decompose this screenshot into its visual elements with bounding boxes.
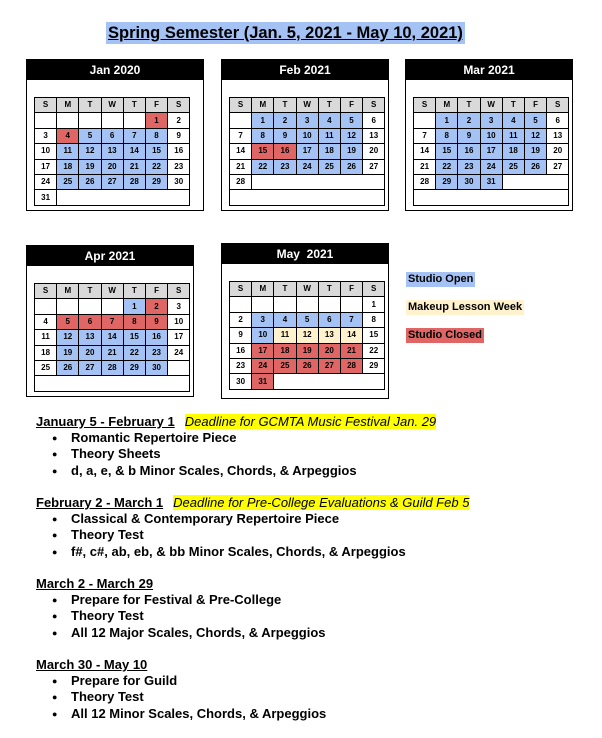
calendar-day bbox=[230, 113, 252, 128]
section-heading bbox=[36, 656, 147, 673]
calendar-empty-span bbox=[57, 190, 190, 205]
calendar-day: 7 bbox=[230, 128, 252, 143]
weekday-header: T bbox=[79, 98, 101, 113]
calendar-day bbox=[296, 297, 318, 312]
calendar-day: 11 bbox=[318, 128, 340, 143]
calendar-day bbox=[230, 297, 252, 312]
calendar-day: 6 bbox=[101, 128, 123, 143]
calendar-day: 29 bbox=[123, 360, 145, 375]
calendar-day bbox=[35, 113, 57, 128]
calendar-day: 12 bbox=[79, 144, 101, 159]
calendar-day bbox=[57, 299, 79, 314]
calendar-day: 7 bbox=[414, 128, 436, 143]
calendar-day: 10 bbox=[35, 144, 57, 159]
calendar-day: 13 bbox=[101, 144, 123, 159]
calendar-grid bbox=[413, 97, 569, 206]
section-item-list bbox=[52, 592, 326, 641]
calendar-day: 23 bbox=[274, 159, 296, 174]
weekday-header: W bbox=[480, 98, 502, 113]
weekday-header: T bbox=[123, 284, 145, 299]
calendar-day: 11 bbox=[502, 128, 524, 143]
calendar-day: 20 bbox=[547, 144, 569, 159]
calendar-day: 5 bbox=[524, 113, 546, 128]
list-item: ● Theory Sheets bbox=[52, 446, 357, 462]
section-heading bbox=[36, 494, 469, 511]
calendar-day: 14 bbox=[340, 328, 362, 343]
calendar-day: 27 bbox=[318, 358, 340, 373]
weekday-header: F bbox=[340, 98, 362, 113]
list-item: ● All 12 Major Scales, Chords, & Arpeggios bbox=[52, 625, 326, 641]
calendar-2 bbox=[405, 59, 573, 211]
list-item: ● d, a, e, & b Minor Scales, Chords, & Arpeggios bbox=[52, 463, 357, 479]
calendar-day: 26 bbox=[79, 174, 101, 189]
calendar-empty-span bbox=[414, 190, 569, 205]
calendar-day: 11 bbox=[57, 144, 79, 159]
calendar-day: 26 bbox=[296, 358, 318, 373]
calendar-day: 6 bbox=[547, 113, 569, 128]
section-date-range: February 2 - March 1 bbox=[36, 495, 164, 510]
calendar-day: 20 bbox=[101, 159, 123, 174]
calendar-day: 7 bbox=[340, 312, 362, 327]
calendar-day: 17 bbox=[252, 343, 274, 358]
weekday-header: S bbox=[547, 98, 569, 113]
calendar-day bbox=[274, 297, 296, 312]
calendar-day: 15 bbox=[145, 144, 167, 159]
calendar-day: 12 bbox=[57, 330, 79, 345]
calendar-day bbox=[123, 113, 145, 128]
calendar-empty-span bbox=[35, 376, 190, 391]
calendar-day: 15 bbox=[123, 330, 145, 345]
calendar-day: 9 bbox=[230, 328, 252, 343]
calendar-day: 21 bbox=[230, 159, 252, 174]
legend-item: Studio Closed bbox=[408, 329, 482, 341]
list-item: ● Theory Test bbox=[52, 527, 406, 543]
calendar-day: 28 bbox=[340, 358, 362, 373]
calendar-day: 14 bbox=[230, 144, 252, 159]
calendar-day: 15 bbox=[252, 144, 274, 159]
calendar-day: 3 bbox=[296, 113, 318, 128]
calendar-day: 21 bbox=[340, 343, 362, 358]
calendar-day: 21 bbox=[414, 159, 436, 174]
section-heading bbox=[36, 413, 436, 430]
calendar-day: 8 bbox=[123, 314, 145, 329]
section-date-range: March 30 - May 10 bbox=[36, 657, 148, 672]
calendar-day: 12 bbox=[524, 128, 546, 143]
weekday-header: F bbox=[145, 98, 167, 113]
calendar-day bbox=[252, 297, 274, 312]
calendar-day: 19 bbox=[524, 144, 546, 159]
list-item: ● Theory Test bbox=[52, 608, 326, 624]
legend-item: Studio Open bbox=[408, 273, 474, 285]
weekday-header: S bbox=[414, 98, 436, 113]
calendar-day: 29 bbox=[145, 174, 167, 189]
page-title: Spring Semester (Jan. 5, 2021 - May 10, 2021) bbox=[108, 24, 463, 42]
calendar-day bbox=[79, 113, 101, 128]
calendar-day: 17 bbox=[480, 144, 502, 159]
list-item: ● Theory Test bbox=[52, 689, 326, 705]
calendar-day: 16 bbox=[458, 144, 480, 159]
weekday-header: S bbox=[168, 284, 190, 299]
calendar-day: 4 bbox=[318, 113, 340, 128]
calendar-day: 29 bbox=[436, 174, 458, 189]
calendar-day: 16 bbox=[145, 330, 167, 345]
calendar-day: 9 bbox=[458, 128, 480, 143]
calendar-day: 25 bbox=[35, 360, 57, 375]
calendar-day: 24 bbox=[168, 345, 190, 360]
calendar-month-title: Mar 2021 bbox=[406, 60, 572, 80]
calendar-day bbox=[318, 297, 340, 312]
calendar-day: 2 bbox=[458, 113, 480, 128]
list-item: ● All 12 Minor Scales, Chords, & Arpeggios bbox=[52, 706, 326, 722]
weekday-header: T bbox=[502, 98, 524, 113]
calendar-day: 25 bbox=[57, 174, 79, 189]
calendar-day: 26 bbox=[57, 360, 79, 375]
calendar-day: 18 bbox=[318, 144, 340, 159]
weekday-header: M bbox=[57, 98, 79, 113]
calendar-day: 24 bbox=[480, 159, 502, 174]
calendar-day: 9 bbox=[168, 128, 190, 143]
calendar-day bbox=[35, 299, 57, 314]
weekday-header: S bbox=[230, 98, 252, 113]
calendar-day: 30 bbox=[458, 174, 480, 189]
calendar-day: 4 bbox=[57, 128, 79, 143]
calendar-day: 18 bbox=[274, 343, 296, 358]
calendar-day: 1 bbox=[436, 113, 458, 128]
weekday-header: M bbox=[436, 98, 458, 113]
calendar-day: 19 bbox=[79, 159, 101, 174]
calendar-day: 13 bbox=[318, 328, 340, 343]
weekday-header: M bbox=[252, 98, 274, 113]
calendar-day bbox=[340, 297, 362, 312]
list-item: ● Romantic Repertoire Piece bbox=[52, 430, 357, 446]
calendar-day: 10 bbox=[296, 128, 318, 143]
calendar-day: 12 bbox=[340, 128, 362, 143]
calendar-day: 1 bbox=[145, 113, 167, 128]
calendar-day: 19 bbox=[296, 343, 318, 358]
calendar-empty-span bbox=[252, 174, 385, 189]
calendar-day: 5 bbox=[57, 314, 79, 329]
calendar-day: 23 bbox=[145, 345, 167, 360]
calendar-day: 14 bbox=[414, 144, 436, 159]
calendar-day: 22 bbox=[363, 343, 385, 358]
calendar-day: 24 bbox=[296, 159, 318, 174]
weekday-header: W bbox=[101, 284, 123, 299]
calendar-day: 8 bbox=[363, 312, 385, 327]
calendar-day bbox=[101, 113, 123, 128]
calendar-day: 6 bbox=[79, 314, 101, 329]
calendar-day: 31 bbox=[480, 174, 502, 189]
weekday-header: S bbox=[363, 282, 385, 297]
calendar-day: 17 bbox=[296, 144, 318, 159]
calendar-day: 26 bbox=[524, 159, 546, 174]
calendar-day: 16 bbox=[230, 343, 252, 358]
deadline-highlight: Deadline for GCMTA Music Festival Jan. 29 bbox=[184, 414, 437, 429]
calendar-day: 21 bbox=[123, 159, 145, 174]
section-item-list bbox=[52, 673, 326, 722]
weekday-header: F bbox=[524, 98, 546, 113]
calendar-month-title: May 2021 bbox=[222, 244, 388, 264]
calendar-day: 15 bbox=[363, 328, 385, 343]
weekday-header: M bbox=[252, 282, 274, 297]
calendar-empty-span bbox=[230, 190, 385, 205]
calendar-day: 13 bbox=[547, 128, 569, 143]
calendar-day: 10 bbox=[480, 128, 502, 143]
calendar-day: 1 bbox=[363, 297, 385, 312]
calendar-grid bbox=[229, 97, 385, 206]
calendar-day: 27 bbox=[79, 360, 101, 375]
weekday-header: S bbox=[35, 284, 57, 299]
calendar-day: 18 bbox=[35, 345, 57, 360]
calendar-day: 6 bbox=[363, 113, 385, 128]
weekday-header: W bbox=[296, 282, 318, 297]
calendar-day: 19 bbox=[340, 144, 362, 159]
calendar-day: 5 bbox=[296, 312, 318, 327]
calendar-day: 7 bbox=[123, 128, 145, 143]
calendar-day: 22 bbox=[436, 159, 458, 174]
calendar-day: 8 bbox=[436, 128, 458, 143]
calendar-day: 10 bbox=[168, 314, 190, 329]
calendar-day: 18 bbox=[502, 144, 524, 159]
calendar-day: 10 bbox=[252, 328, 274, 343]
weekday-header: T bbox=[79, 284, 101, 299]
section-item-list bbox=[52, 511, 406, 560]
section-date-range: January 5 - February 1 bbox=[36, 414, 175, 429]
calendar-3 bbox=[26, 245, 194, 397]
calendar-day: 18 bbox=[57, 159, 79, 174]
calendar-day: 4 bbox=[35, 314, 57, 329]
calendar-day: 29 bbox=[363, 358, 385, 373]
calendar-day: 19 bbox=[57, 345, 79, 360]
list-item: ● Prepare for Guild bbox=[52, 673, 326, 689]
calendar-day: 16 bbox=[168, 144, 190, 159]
calendar-day: 25 bbox=[274, 358, 296, 373]
calendar-day bbox=[414, 113, 436, 128]
calendar-day: 22 bbox=[145, 159, 167, 174]
calendar-day: 26 bbox=[340, 159, 362, 174]
calendar-grid bbox=[34, 283, 190, 392]
legend-item: Makeup Lesson Week bbox=[408, 301, 523, 313]
calendar-grid bbox=[229, 281, 385, 390]
section-item-list bbox=[52, 430, 357, 479]
calendar-day: 15 bbox=[436, 144, 458, 159]
calendar-day: 28 bbox=[414, 174, 436, 189]
calendar-month-title: Jan 2020 bbox=[27, 60, 203, 80]
weekday-header: T bbox=[318, 282, 340, 297]
calendar-day: 5 bbox=[340, 113, 362, 128]
calendar-day: 23 bbox=[230, 358, 252, 373]
calendar-day: 13 bbox=[363, 128, 385, 143]
calendar-day: 2 bbox=[145, 299, 167, 314]
calendar-day: 8 bbox=[145, 128, 167, 143]
calendar-day: 27 bbox=[101, 174, 123, 189]
weekday-header: F bbox=[340, 282, 362, 297]
calendar-empty-span bbox=[168, 360, 190, 375]
calendar-day: 7 bbox=[101, 314, 123, 329]
weekday-header: F bbox=[145, 284, 167, 299]
calendar-day: 13 bbox=[79, 330, 101, 345]
calendar-day: 24 bbox=[35, 174, 57, 189]
calendar-day: 25 bbox=[502, 159, 524, 174]
calendar-day: 23 bbox=[458, 159, 480, 174]
weekday-header: T bbox=[458, 98, 480, 113]
calendar-day: 1 bbox=[123, 299, 145, 314]
calendar-month-title: Apr 2021 bbox=[27, 246, 193, 266]
calendar-day: 5 bbox=[79, 128, 101, 143]
section-date-range: March 2 - March 29 bbox=[36, 576, 154, 591]
weekday-header: T bbox=[274, 98, 296, 113]
calendar-day: 3 bbox=[252, 312, 274, 327]
calendar-day bbox=[101, 299, 123, 314]
calendar-empty-span bbox=[502, 174, 569, 189]
calendar-day: 3 bbox=[35, 128, 57, 143]
calendar-day: 2 bbox=[168, 113, 190, 128]
calendar-day: 30 bbox=[230, 374, 252, 389]
weekday-header: S bbox=[168, 98, 190, 113]
calendar-day: 3 bbox=[480, 113, 502, 128]
list-item: ● Classical & Contemporary Repertoire Piece bbox=[52, 511, 406, 527]
calendar-day: 20 bbox=[79, 345, 101, 360]
calendar-day: 12 bbox=[296, 328, 318, 343]
calendar-day: 8 bbox=[252, 128, 274, 143]
calendar-day: 30 bbox=[168, 174, 190, 189]
calendar-day: 1 bbox=[252, 113, 274, 128]
weekday-header: W bbox=[296, 98, 318, 113]
weekday-header: W bbox=[101, 98, 123, 113]
calendar-day: 17 bbox=[168, 330, 190, 345]
calendar-day: 11 bbox=[35, 330, 57, 345]
calendar-0 bbox=[26, 59, 204, 211]
weekday-header: S bbox=[230, 282, 252, 297]
calendar-day: 6 bbox=[318, 312, 340, 327]
calendar-empty-span bbox=[274, 374, 385, 389]
calendar-day: 17 bbox=[35, 159, 57, 174]
list-item: ● Prepare for Festival & Pre-College bbox=[52, 592, 326, 608]
calendar-day: 20 bbox=[318, 343, 340, 358]
calendar-day: 4 bbox=[502, 113, 524, 128]
calendar-day: 25 bbox=[318, 159, 340, 174]
list-item: ● f#, c#, ab, eb, & bb Minor Scales, Chords, & Arpeggios bbox=[52, 544, 406, 560]
calendar-day: 31 bbox=[252, 374, 274, 389]
calendar-grid bbox=[34, 97, 190, 206]
calendar-day: 9 bbox=[145, 314, 167, 329]
calendar-day bbox=[79, 299, 101, 314]
calendar-day: 24 bbox=[252, 358, 274, 373]
calendar-day: 14 bbox=[101, 330, 123, 345]
calendar-day: 23 bbox=[168, 159, 190, 174]
calendar-day: 3 bbox=[168, 299, 190, 314]
calendar-4 bbox=[221, 243, 389, 399]
calendar-1 bbox=[221, 59, 389, 211]
weekday-header: T bbox=[274, 282, 296, 297]
calendar-day: 9 bbox=[274, 128, 296, 143]
calendar-day: 30 bbox=[145, 360, 167, 375]
calendar-day: 21 bbox=[101, 345, 123, 360]
calendar-day: 14 bbox=[123, 144, 145, 159]
weekday-header: T bbox=[318, 98, 340, 113]
calendar-month-title: Feb 2021 bbox=[222, 60, 388, 80]
section-heading bbox=[36, 575, 153, 592]
calendar-day: 28 bbox=[123, 174, 145, 189]
calendar-day: 20 bbox=[363, 144, 385, 159]
calendar-day: 11 bbox=[274, 328, 296, 343]
calendar-day: 27 bbox=[363, 159, 385, 174]
calendar-day: 28 bbox=[230, 174, 252, 189]
calendar-day: 16 bbox=[274, 144, 296, 159]
weekday-header: M bbox=[57, 284, 79, 299]
calendar-day: 27 bbox=[547, 159, 569, 174]
calendar-day: 22 bbox=[123, 345, 145, 360]
deadline-highlight: Deadline for Pre-College Evaluations & Guild Feb 5 bbox=[173, 495, 470, 510]
calendar-day: 22 bbox=[252, 159, 274, 174]
calendar-day: 2 bbox=[274, 113, 296, 128]
weekday-header: S bbox=[35, 98, 57, 113]
calendar-day bbox=[57, 113, 79, 128]
calendar-day: 4 bbox=[274, 312, 296, 327]
weekday-header: T bbox=[123, 98, 145, 113]
weekday-header: S bbox=[363, 98, 385, 113]
calendar-day: 2 bbox=[230, 312, 252, 327]
calendar-day: 31 bbox=[35, 190, 57, 205]
calendar-day: 28 bbox=[101, 360, 123, 375]
